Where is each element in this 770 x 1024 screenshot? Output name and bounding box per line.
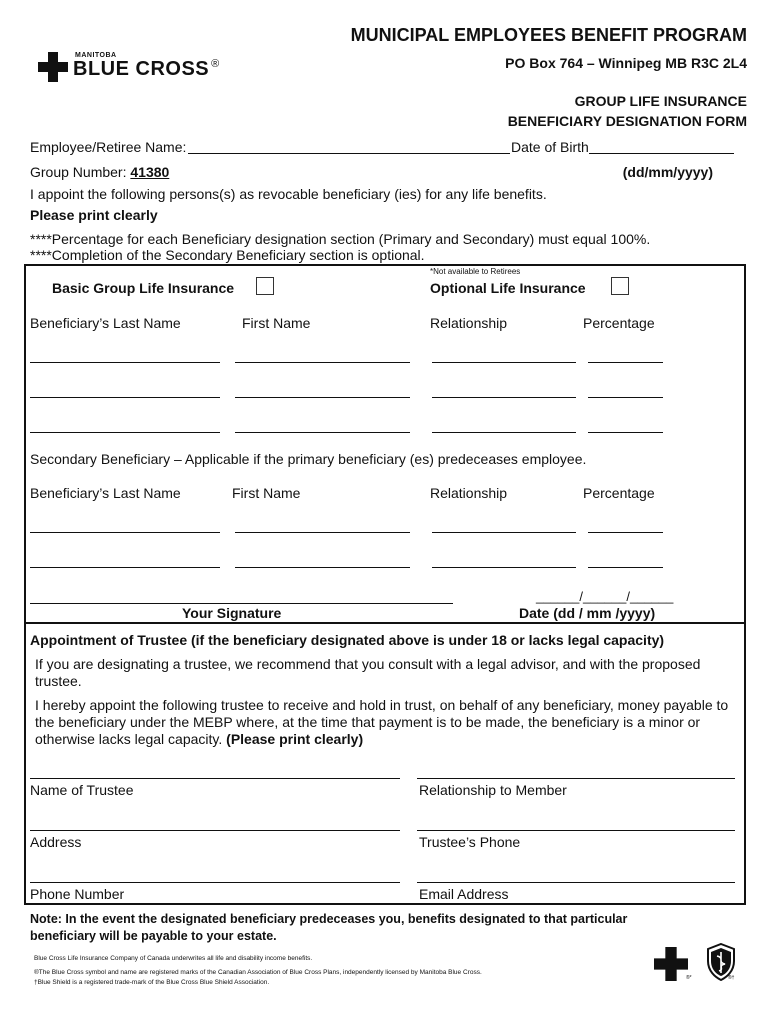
trustee-phone-field[interactable] (417, 830, 735, 831)
group-number-row: Group Number: 41380 (30, 164, 170, 180)
primary-row-2-first-name[interactable] (235, 397, 410, 398)
trustee-appoint-line-1: I hereby appoint the following trustee to receive and hold in trust, on behalf of any beneficiary, money payable to (35, 697, 729, 713)
optional-life-label: Optional Life Insurance (430, 280, 586, 296)
primary-row-2-percentage[interactable] (588, 397, 663, 398)
secondary-col-first-name: First Name (232, 485, 301, 501)
trustee-address-field[interactable] (30, 830, 400, 831)
print-clearly-note: Please print clearly (30, 207, 158, 223)
secondary-col-relationship: Relationship (430, 485, 508, 501)
optional-life-checkbox[interactable] (611, 277, 629, 295)
trustee-name-label: Name of Trustee (30, 782, 134, 798)
trustee-name-field[interactable] (30, 778, 400, 779)
secondary-row-2-last-name[interactable] (30, 567, 220, 568)
primary-col-relationship: Relationship (430, 315, 508, 331)
basic-life-checkbox[interactable] (256, 277, 274, 295)
date-of-birth-field[interactable] (589, 153, 734, 154)
dob-format-hint: (dd/mm/yyyy) (622, 164, 713, 180)
program-title: MUNICIPAL EMPLOYEES BENEFIT PROGRAM (350, 25, 747, 45)
primary-row-1-last-name[interactable] (30, 362, 220, 363)
primary-row-3-percentage[interactable] (588, 432, 663, 433)
date-blank-field[interactable]: ______/______/______ (536, 589, 674, 604)
secondary-row-1-percentage[interactable] (588, 532, 663, 533)
percentage-note: ****Percentage for each Beneficiary designation section (Primary and Secondary) must equal 100%. (30, 231, 651, 247)
primary-row-2-last-name[interactable] (30, 397, 220, 398)
secondary-row-2-first-name[interactable] (235, 567, 410, 568)
estate-note-line-2: beneficiary will be payable to your estate. (30, 929, 277, 943)
primary-col-first-name: First Name (242, 315, 311, 331)
retiree-note: *Not available to Retirees (430, 267, 521, 276)
secondary-optional-note: ****Completion of the Secondary Beneficiary section is optional. (30, 247, 425, 263)
footer-cross-mark: ®* (686, 975, 692, 981)
estate-note-line-1: Note: In the event the designated beneficiary predeceases you, benefits designated to that particular (30, 912, 628, 926)
trustee-relationship-field[interactable] (417, 778, 735, 779)
phone-number-label: Phone Number (30, 886, 125, 902)
footer-shield-mark: ®† (728, 975, 735, 981)
program-address: PO Box 764 – Winnipeg MB R3C 2L4 (505, 55, 747, 71)
signature-date-label: Date (dd / mm /yyyy) (519, 605, 656, 621)
employee-name-field[interactable] (188, 153, 510, 154)
logo-small-text: MANITOBA (75, 52, 117, 59)
primary-row-3-first-name[interactable] (235, 432, 410, 433)
appoint-statement: I appoint the following persons(s) as revocable beneficiary (ies) for any life benefits. (30, 186, 547, 202)
basic-life-label: Basic Group Life Insurance (52, 280, 235, 296)
trustee-advice-line-1: If you are designating a trustee, we recommend that you consult with a legal advisor, and with the proposed (35, 656, 701, 672)
primary-row-3-last-name[interactable] (30, 432, 220, 433)
primary-col-percentage: Percentage (583, 315, 655, 331)
your-signature-label: Your Signature (182, 605, 282, 621)
primary-row-3-relationship[interactable] (432, 432, 576, 433)
phone-number-field[interactable] (30, 882, 400, 883)
trustee-appoint-line-2: the beneficiary under the MEBP where, at the time that payment is to be made, the beneficiary is a minor or (35, 714, 701, 730)
form-title-line-2: BENEFICIARY DESIGNATION FORM (507, 113, 747, 129)
primary-row-2-relationship[interactable] (432, 397, 576, 398)
primary-row-1-percentage[interactable] (588, 362, 663, 363)
secondary-row-1-relationship[interactable] (432, 532, 576, 533)
email-address-label: Email Address (419, 886, 509, 902)
secondary-row-1-first-name[interactable] (235, 532, 410, 533)
footer-trademark-shield: †Blue Shield is a registered trade-mark of the Blue Cross Blue Shield Association. (34, 979, 270, 986)
trustee-phone-label: Trustee’s Phone (419, 834, 521, 850)
footer-trademark-cross: ®The Blue Cross symbol and name are registered marks of the Canadian Association of Blue Cross Plans, independently licensed by Manitoba Blue Cross. (34, 969, 482, 976)
secondary-row-2-percentage[interactable] (588, 567, 663, 568)
trustee-advice-line-2: trustee. (35, 673, 82, 689)
employee-name-label: Employee/Retiree Name: (30, 139, 187, 155)
footer-underwriter: Blue Cross Life Insurance Company of Canada underwrites all life and disability income benefits. (34, 955, 313, 962)
form-title-line-1: GROUP LIFE INSURANCE (574, 93, 747, 109)
secondary-col-percentage: Percentage (583, 485, 655, 501)
trustee-heading: Appointment of Trustee (if the beneficiary designated above is under 18 or lacks legal capacity) (30, 632, 665, 648)
logo-wordmark: BLUE CROSS ® (73, 58, 220, 80)
blue-cross-logo-icon (38, 52, 68, 82)
trustee-appoint-line-3: otherwise lacks legal capacity. (Please print clearly) (35, 731, 364, 747)
date-of-birth-label: Date of Birth (511, 139, 589, 155)
trustee-relationship-label: Relationship to Member (419, 782, 567, 798)
primary-row-1-first-name[interactable] (235, 362, 410, 363)
group-number-value: 41380 (130, 164, 170, 180)
secondary-row-1-last-name[interactable] (30, 532, 220, 533)
primary-col-last-name: Beneficiary’s Last Name (30, 315, 181, 331)
signature-field[interactable] (30, 603, 453, 604)
email-address-field[interactable] (417, 882, 735, 883)
footer-cross-icon (654, 947, 688, 981)
secondary-heading: Secondary Beneficiary – Applicable if the primary beneficiary (es) predeceases employee. (30, 451, 587, 467)
secondary-row-2-relationship[interactable] (432, 567, 576, 568)
primary-row-1-relationship[interactable] (432, 362, 576, 363)
trustee-address-label: Address (30, 834, 82, 850)
secondary-col-last-name: Beneficiary’s Last Name (30, 485, 181, 501)
